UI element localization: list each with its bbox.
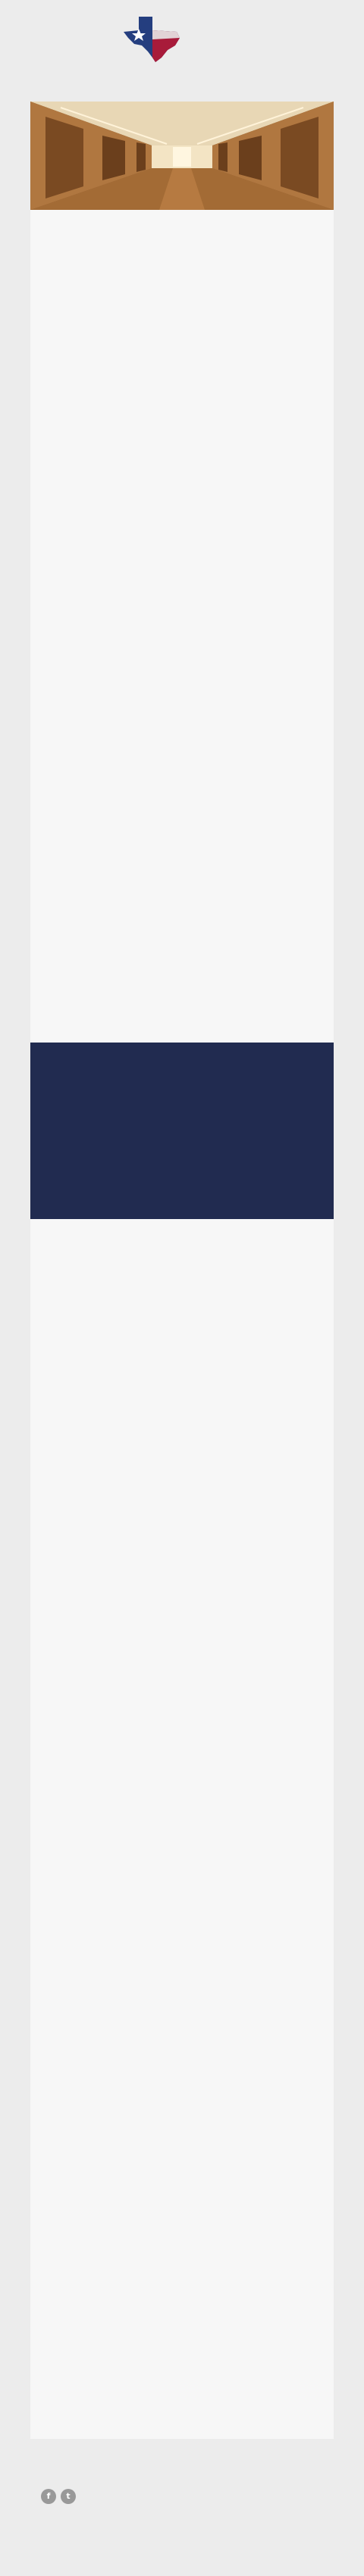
header (0, 0, 364, 102)
hallway-illustration (30, 102, 334, 210)
countdown-values (30, 1053, 334, 1099)
hero-image (30, 102, 334, 210)
article-title[interactable] (46, 210, 318, 228)
article-card-continued (30, 1219, 334, 2439)
facebook-icon[interactable]: f (41, 2489, 56, 2504)
countdown-timer (30, 1043, 334, 1219)
texas-logo-icon (122, 15, 181, 64)
article-card (30, 210, 334, 1043)
twitter-icon[interactable]: t (61, 2489, 76, 2504)
